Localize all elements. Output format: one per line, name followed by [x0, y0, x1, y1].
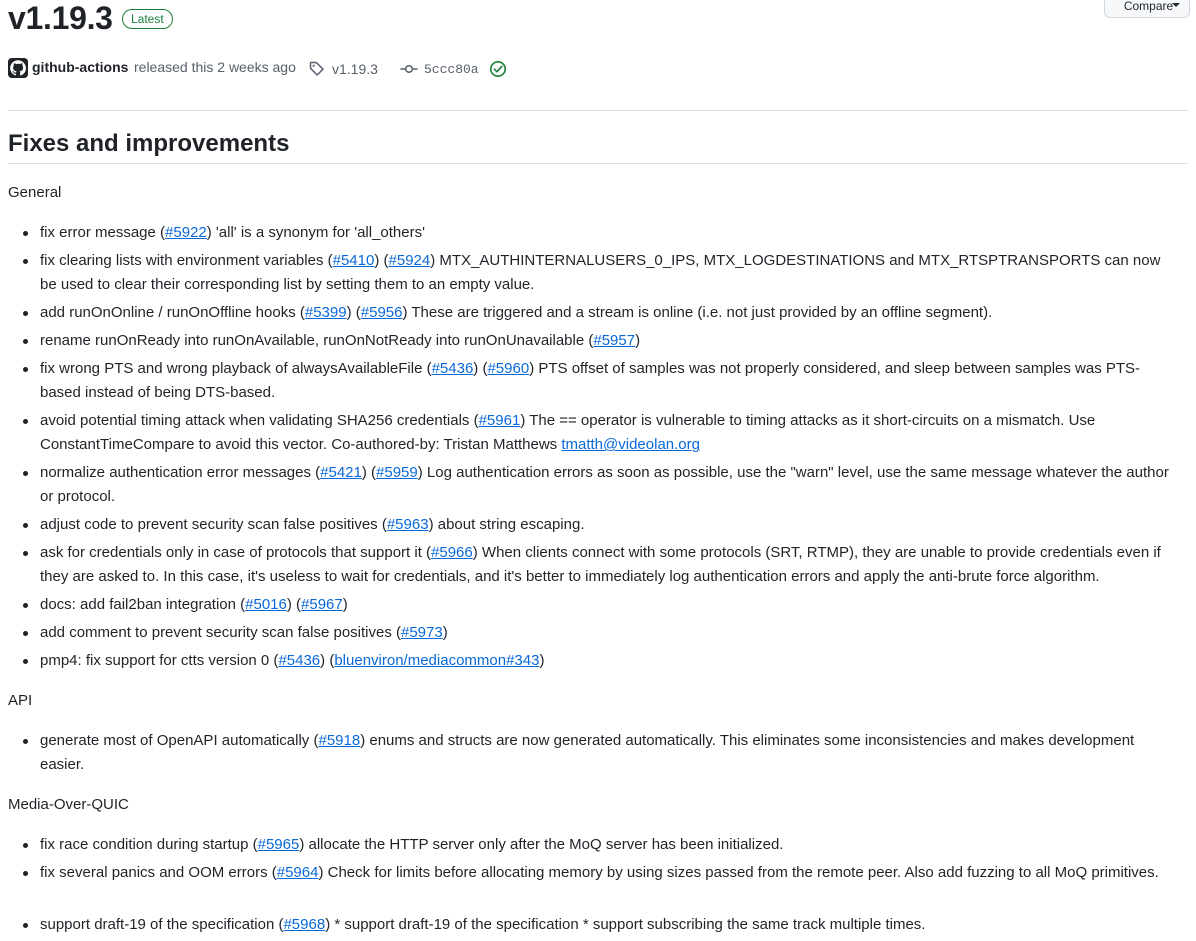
issue-link[interactable]: #5959	[376, 464, 418, 481]
group-heading-media-over-quic: Media-Over-QUIC	[8, 796, 129, 813]
list-item: pmp4: fix support for ctts version 0 (#5436) (bluenviron/mediacommon#343)	[40, 649, 1180, 673]
list-item: normalize authentication error messages (#5421) (#5959) Log authentication errors as soon as possible, use the "warn" level, use the same message whatever the author or protocol.	[40, 461, 1180, 509]
release-metadata	[8, 56, 1188, 80]
issue-link[interactable]: #5436	[278, 652, 321, 669]
email-link[interactable]: tmatth@videolan.org	[561, 436, 700, 453]
issue-link[interactable]: #5421	[320, 464, 362, 481]
list-item: fix error message (#5922) 'all' is a synonym for 'all_others'	[40, 221, 1180, 245]
list-item: ask for credentials only in case of protocols that support it (#5966) When clients connect with some protocols (SRT, RTMP), they are unable to provide credentials even if they are asked to. In this case, it's useless to wait for credentials, and it's better to immediately log authentication errors and apply the anti-brute force algorithm.	[40, 541, 1180, 589]
list-item: add comment to prevent security scan false positives (#5973)	[40, 621, 1180, 645]
chevron-down-icon	[1172, 3, 1180, 7]
issue-link[interactable]: #5918	[318, 732, 361, 749]
list-item: add runOnOnline / runOnOffline hooks (#5399) (#5956) These are triggered and a stream is online (i.e. not just provided by an offline segment).	[40, 301, 1180, 325]
section-divider	[8, 163, 1188, 164]
commit-link[interactable]: 5ccc80a	[424, 62, 479, 77]
list-item: fix clearing lists with environment variables (#5410) (#5924) MTX_AUTHINTERNALUSERS_0_IPS, MTX_LOGDESTINATIONS and MTX_RTSPTRANSPORTS can now be used to clear their corresponding list by setting them to an empty value.	[40, 249, 1180, 297]
list-item: support draft-19 of the specification (#5968) * support draft-19 of the specification * support subscribing the same track multiple times.	[40, 913, 1180, 937]
check-circle-icon	[489, 60, 507, 81]
list-item: fix several panics and OOM errors (#5964) Check for limits before allocating memory by using sizes passed from the remote peer. Also add fuzzing to all MoQ primitives.	[40, 861, 1180, 885]
compare-button-label: Compare	[1123, 0, 1174, 13]
release-title: v1.19.3	[8, 0, 113, 36]
issue-link[interactable]: #5964	[276, 864, 319, 881]
compare-button[interactable]	[1104, 0, 1190, 18]
issue-link[interactable]: #5016	[245, 596, 287, 613]
issue-link[interactable]: #5966	[431, 544, 473, 561]
issue-link[interactable]: #5960	[487, 360, 530, 377]
issue-link[interactable]: #5924	[388, 252, 431, 269]
issue-link[interactable]: #5961	[478, 412, 521, 429]
group-heading-api: API	[8, 692, 33, 709]
section-title: Fixes and improvements	[8, 130, 290, 157]
github-avatar-icon[interactable]	[8, 58, 28, 78]
tag-link[interactable]: v1.19.3	[332, 61, 378, 77]
release-timestamp: released this 2 weeks ago	[134, 59, 296, 75]
issue-link[interactable]: #5963	[386, 516, 429, 533]
issue-link[interactable]: #5399	[304, 304, 347, 321]
author-link[interactable]: github-actions	[32, 59, 129, 75]
latest-badge: Latest	[122, 9, 173, 29]
issue-link[interactable]: #5968	[283, 916, 326, 933]
list-item: generate most of OpenAPI automatically (#5918) enums and structs are now generated automatically. This eliminates some inconsistencies and makes development easier.	[40, 729, 1180, 777]
tag-icon	[308, 60, 326, 81]
list-item: avoid potential timing attack when validating SHA256 credentials (#5961) The == operator is vulnerable to timing attacks as it short-circuits on a mismatch. Use ConstantTimeCompare to avoid this vector. Co-authored-by: Tristan Matthews tmatth@videolan.org	[40, 409, 1180, 457]
issue-link[interactable]: #5967	[301, 596, 343, 613]
list-item: fix wrong PTS and wrong playback of alwaysAvailableFile (#5436) (#5960) PTS offset of samples was not properly considered, and sleep between samples was PTS-based instead of being DTS-based.	[40, 357, 1180, 405]
issue-link[interactable]: #5957	[593, 332, 636, 349]
issue-link[interactable]: #5410	[332, 252, 375, 269]
issue-link[interactable]: #5436	[431, 360, 474, 377]
external-issue-link[interactable]: bluenviron/mediacommon#343	[334, 652, 540, 669]
list-item: rename runOnReady into runOnAvailable, runOnNotReady into runOnUnavailable (#5957)	[40, 329, 1180, 353]
issue-link[interactable]: #5956	[360, 304, 403, 321]
group-heading-general: General	[8, 184, 62, 201]
commit-icon	[400, 60, 418, 81]
list-item: adjust code to prevent security scan false positives (#5963) about string escaping.	[40, 513, 1180, 537]
issue-link[interactable]: #5973	[401, 624, 443, 641]
list-item: docs: add fail2ban integration (#5016) (#5967)	[40, 593, 1180, 617]
issue-link[interactable]: #5922	[165, 224, 207, 241]
issue-link[interactable]: #5965	[257, 836, 300, 853]
list-item: fix race condition during startup (#5965) allocate the HTTP server only after the MoQ server has been initialized.	[40, 833, 1180, 857]
metadata-divider	[8, 110, 1188, 111]
